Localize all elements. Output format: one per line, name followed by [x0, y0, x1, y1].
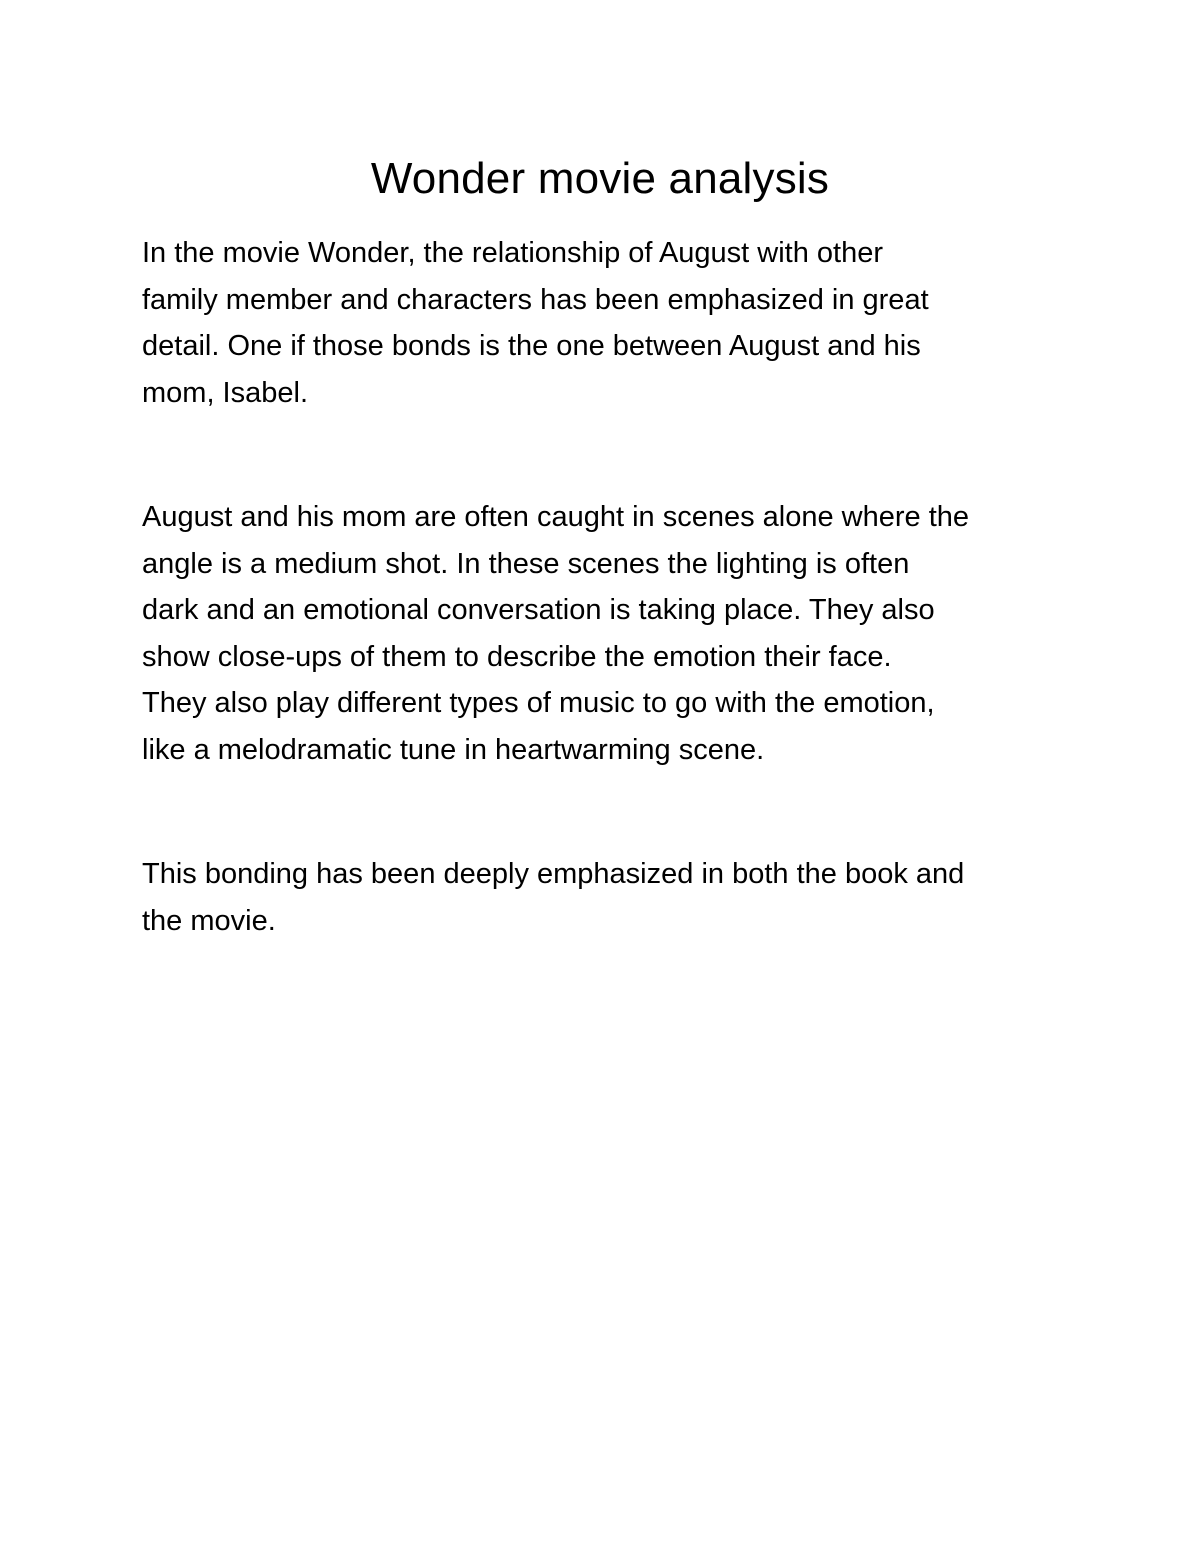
text-line: angle is a medium shot. In these scenes the lighting is often [142, 547, 910, 580]
text-line: They also play different types of music to go with the emotion, [142, 687, 935, 719]
text-line: show close-ups of them to describe the emotion their face. [142, 640, 892, 673]
text-line: August and his mom are often caught in scenes alone where the [142, 501, 970, 533]
paragraph-scenes [142, 494, 1082, 773]
text-line: mom, Isabel. [142, 376, 308, 409]
text-line: family member and characters has been emphasized in great [142, 283, 929, 316]
text-line: the movie. [142, 904, 276, 937]
text-line: In the movie Wonder, the relationship of August with other [142, 237, 884, 269]
text-line: detail. One if those bonds is the one between August and his [142, 330, 921, 362]
paragraph-intro [142, 230, 1082, 416]
paragraph-conclusion [142, 851, 1082, 944]
text-line: This bonding has been deeply emphasized in both the book and [142, 858, 965, 890]
text-line: like a melodramatic tune in heartwarming scene. [142, 733, 765, 766]
page-title: Wonder movie analysis [370, 154, 830, 203]
text-line: dark and an emotional conversation is taking place. They also [142, 594, 935, 626]
